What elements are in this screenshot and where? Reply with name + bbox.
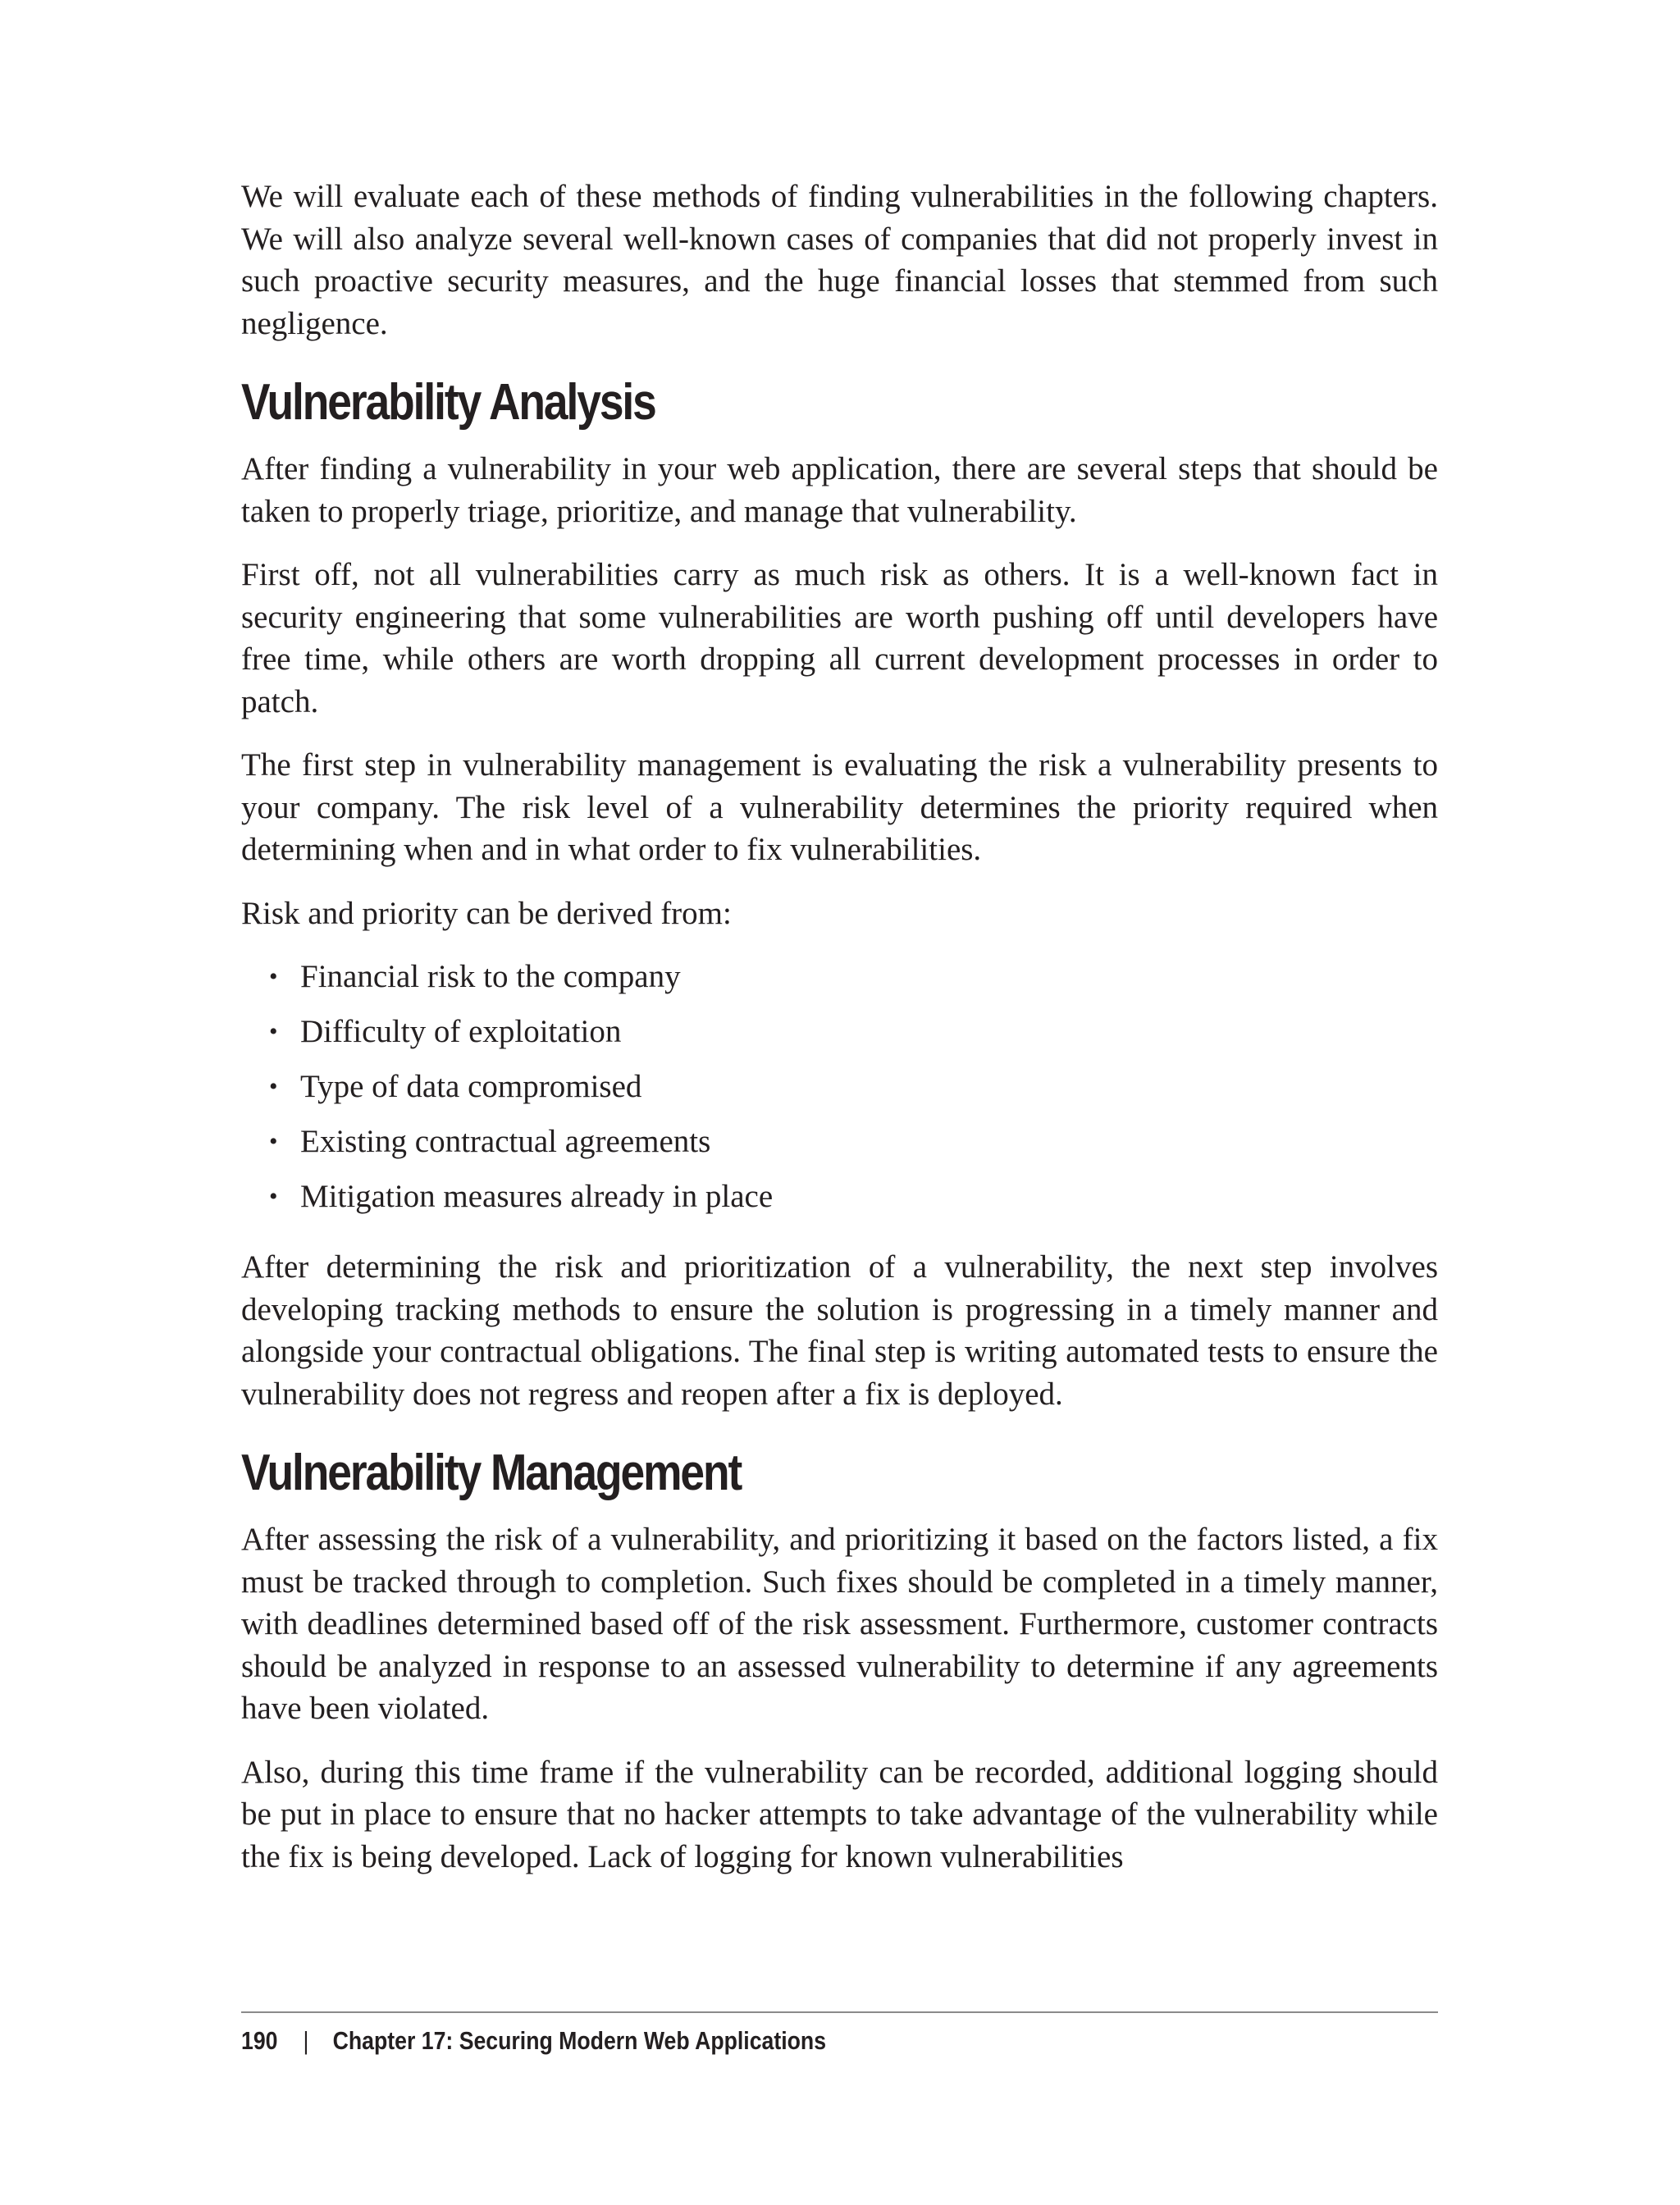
analysis-paragraph-2: First off, not all vulnerabilities carry as much risk as others. It is a well-known fact in security engineering that some vulnerabilities are worth pushing off until developers have free time, while others are worth dropping all current development processes in order to patch. bbox=[241, 557, 1438, 719]
page-footer bbox=[241, 2011, 1438, 2057]
section-heading-management: Vulnerability Management bbox=[241, 1445, 742, 1501]
footer-divider bbox=[241, 2011, 1438, 2013]
analysis-paragraph-1: After finding a vulnerability in your web application, there are several steps that should be taken to properly triage, prioritize, and manage that vulnerability. bbox=[241, 451, 1438, 529]
list-item bbox=[241, 956, 1438, 998]
intro-paragraph: We will evaluate each of these methods of finding vulnerabilities in the following chapters. We will also analyze several well-known cases of companies that did not properly invest in such proactive security measures, and the huge financial losses that stemmed from such negligence. bbox=[241, 179, 1438, 341]
management-paragraph-1: After assessing the risk of a vulnerability, and prioritizing it based on the factors listed, a fix must be tracked through to completion. Such fixes should be completed in a timely manner, with deadlines determined based off of the risk assessment. Furthermore, customer contracts should be analyzed in response to an assessed vulnerability to determine if any agreements have been violated. bbox=[241, 1522, 1438, 1726]
list-item bbox=[241, 1011, 1438, 1053]
section-heading-analysis: Vulnerability Analysis bbox=[241, 374, 655, 431]
list-item bbox=[241, 1176, 1438, 1218]
list-item-text: Existing contractual agreements bbox=[300, 1124, 711, 1159]
page-body bbox=[241, 176, 1438, 1899]
list-item-text: Financial risk to the company bbox=[300, 959, 681, 994]
list-item bbox=[241, 1121, 1438, 1163]
bullet-icon: • bbox=[269, 1183, 278, 1210]
risk-factors-list bbox=[241, 956, 1438, 1218]
analysis-paragraph-5: After determining the risk and prioritization of a vulnerability, the next step involves developing tracking methods to ensure the solution is progressing in a timely manner and alongside your contractual obligations. The final step is writing automated tests to ensure the vulnerability does not regress and reopen after a fix is deployed. bbox=[241, 1249, 1438, 1412]
bullet-icon: • bbox=[269, 1128, 278, 1155]
list-item-text: Difficulty of exploitation bbox=[300, 1014, 622, 1049]
list-item-text: Mitigation measures already in place bbox=[300, 1179, 774, 1214]
page-number: 190 bbox=[241, 2026, 278, 2055]
management-paragraph-2: Also, during this time frame if the vulnerability can be recorded, additional logging should be put in place to ensure that no hacker attempts to take advantage of the vulnerability while the fix is being developed. Lack of logging for known vulnerabilities bbox=[241, 1754, 1438, 1874]
list-item bbox=[241, 1066, 1438, 1108]
footer-separator: | bbox=[303, 2026, 309, 2055]
bullet-icon: • bbox=[269, 1018, 278, 1045]
running-footer bbox=[241, 2025, 1271, 2057]
bullet-icon: • bbox=[269, 963, 278, 990]
list-item-text: Type of data compromised bbox=[300, 1069, 642, 1104]
analysis-paragraph-3: The first step in vulnerability management is evaluating the risk a vulnerability presents to your company. The risk level of a vulnerability determines the priority required when determining when and in what order to fix vulnerabilities. bbox=[241, 747, 1438, 867]
chapter-title: Chapter 17: Securing Modern Web Applications bbox=[332, 2026, 827, 2055]
analysis-paragraph-4: Risk and priority can be derived from: bbox=[241, 895, 732, 931]
bullet-icon: • bbox=[269, 1073, 278, 1100]
